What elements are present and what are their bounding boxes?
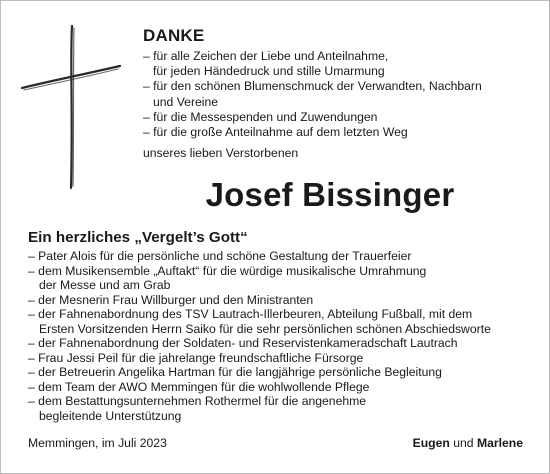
signer-connector: und (453, 436, 474, 450)
signature (413, 436, 523, 451)
thanks-heading: Ein herzliches „Vergelt’s Gott“ (28, 229, 248, 246)
place-date: Memmingen, im Juli 2023 (28, 436, 167, 450)
thanks-item: – Pater Alois für die persönliche und schöne Gestaltung der Trauerfeier (28, 249, 412, 263)
cross-icon (16, 22, 126, 192)
thanks-item: – Frau Jessi Peil für die jahrelange freundschaftliche Fürsorge (28, 350, 364, 365)
danke-item: für jeden Händedruck und stille Umarmung (153, 64, 385, 79)
thanks-item: – der Fahnenabordnung des TSV Lautrach-Illerbeuren, Abteilung Fußball, mit dem (28, 307, 473, 321)
danke-item: – für den schönen Blumenschmuck der Verwandten, Nachbarn (143, 79, 482, 94)
danke-item: und Vereine (153, 94, 219, 109)
thanks-item: der Messe und am Grab (39, 278, 171, 292)
danke-title: DANKE (143, 26, 205, 45)
danke-list (143, 49, 543, 140)
thanks-item: – dem Bestattungsunternehmen Rothermel für die angenehme (28, 394, 367, 408)
danke-section (143, 26, 543, 140)
danke-item: – für alle Zeichen der Liebe und Anteilnahme, (143, 49, 389, 63)
danke-item: – für die große Anteilnahme auf dem letzten Weg (143, 125, 408, 140)
thanks-list (28, 249, 528, 423)
thanks-item: – der Mesnerin Frau Willburger und den Ministranten (28, 292, 314, 307)
signer-name: Eugen (412, 436, 450, 450)
thanks-item: begleitende Unterstützung (39, 408, 182, 423)
thanks-item: – dem Musikensemble „Auftakt“ für die würdige musikalische Umrahmung (28, 263, 427, 278)
thanks-item: Ersten Vorsitzenden Herrn Saiko für die sehr persönlichen schönen Abschiedsworte (39, 321, 491, 336)
danke-item: – für die Messespenden und Zuwendungen (143, 109, 378, 124)
signer-name: Marlene (476, 436, 523, 450)
thanks-item: – der Betreuerin Angelika Hartman für die langjährige persönliche Begleitung (28, 365, 442, 379)
deceased-name: Josef Bissinger (205, 176, 455, 213)
thanks-item: – dem Team der AWO Memmingen für die wohlwollende Pflege (28, 379, 370, 394)
intro-text: unseres lieben Verstorbenen (143, 146, 299, 160)
thanks-item: – der Fahnenabordnung der Soldaten- und Reservistenkameradschaft Lautrach (28, 336, 458, 350)
